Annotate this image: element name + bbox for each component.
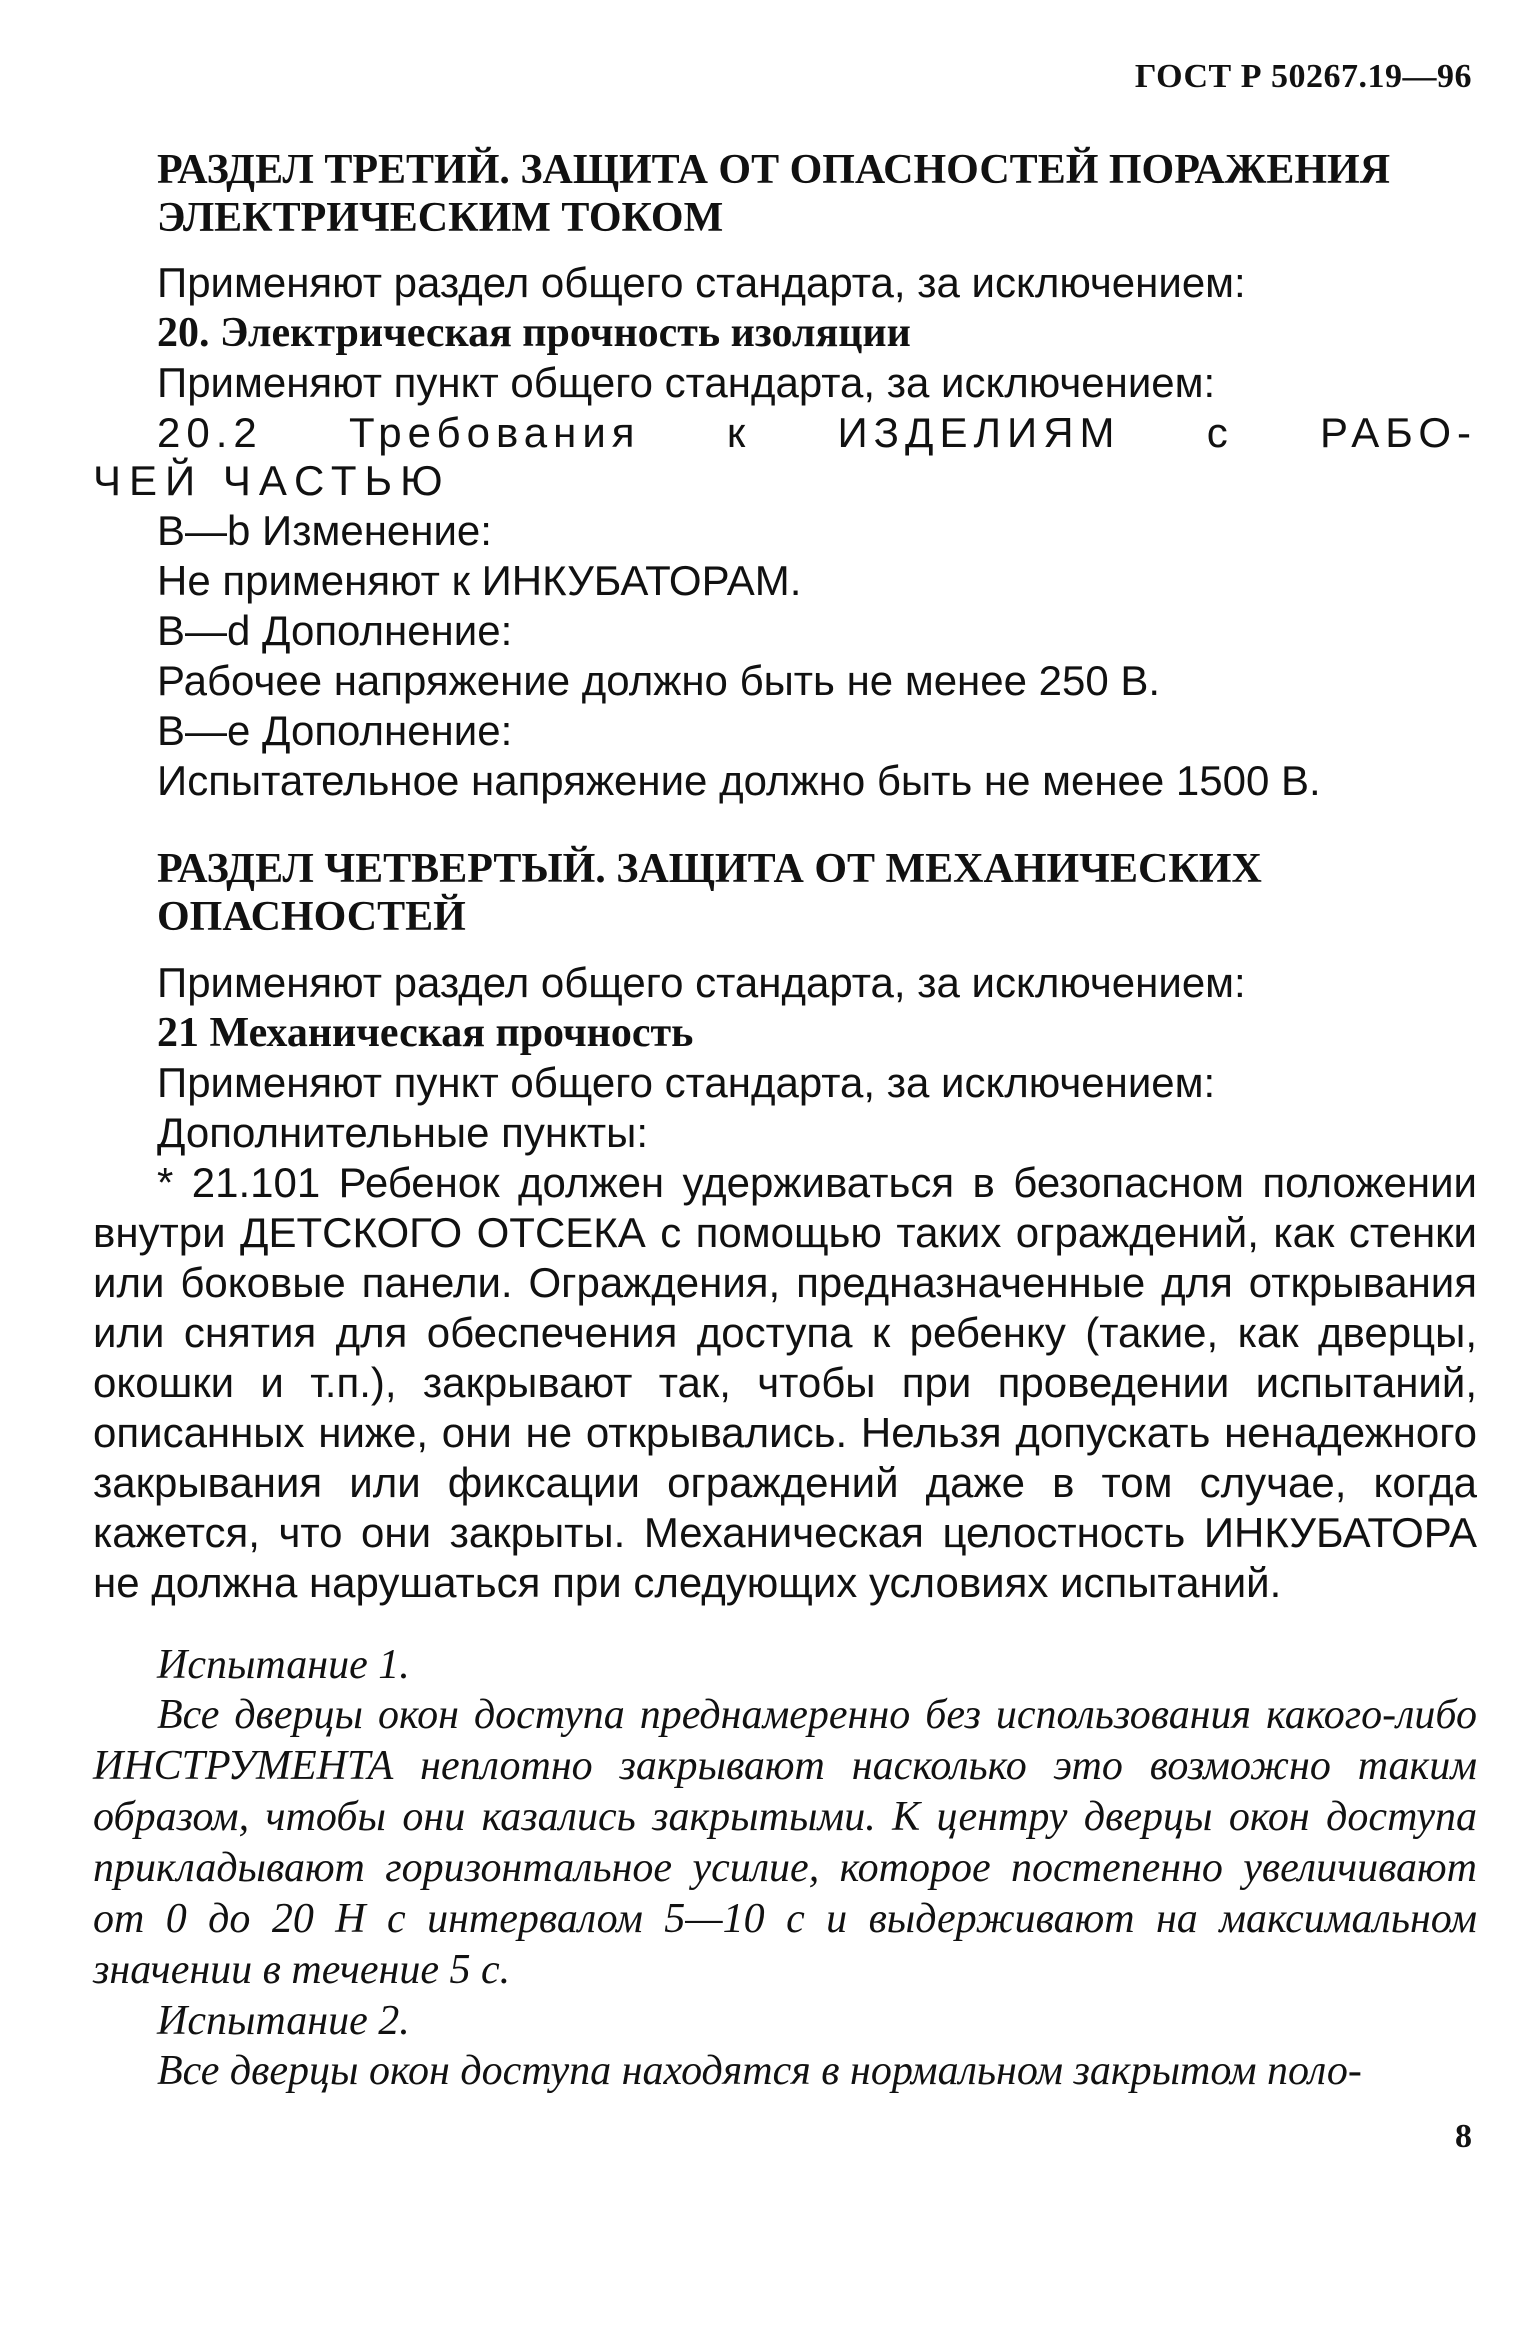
clause20-title: 20. Электрическая прочность изоляции [157, 310, 911, 356]
clause20-2-word: ИЗДЕЛИЯМ [837, 409, 1121, 456]
clause20-intro: Применяют пункт общего стандарта, за исключением: [157, 359, 1216, 406]
clause20-2-heading-cont: ЧЕЙ ЧАСТЬЮ [93, 457, 451, 504]
test1-text: Все дверцы окон доступа преднамеренно без использования какого-либо ИНСТРУМЕНТА неплотно закрывают насколько это возможно таким образом, чтобы они казались закрытыми. К центру дверцы окон доступа прикладывают горизонтальное усилие, которое постепенно увеличивают от 0 до 20 Н с интервалом 5—10 с и выдерживают на максимальном значении в течение 5 с. [93, 1692, 1477, 1993]
clause-d-label: B—d Дополнение: [157, 607, 513, 654]
section3-title [157, 146, 1457, 242]
test1-label: Испытание 1. [157, 1642, 410, 1688]
clause20-2-word: Требования [349, 409, 641, 456]
clause20-2-heading [157, 408, 1477, 458]
section4-title-line2: ОПАСНОСТЕЙ [157, 894, 466, 940]
standard-designation: ГОСТ Р 50267.19—96 [1134, 58, 1472, 95]
clause-e-text: Испытательное напряжение должно быть не менее 1500 В. [157, 757, 1321, 804]
clause21-intro: Применяют пункт общего стандарта, за исключением: [157, 1059, 1216, 1106]
clause20-2-word: РАБО- [1320, 409, 1477, 456]
section3-title-line2: ЭЛЕКТРИЧЕСКИМ ТОКОМ [157, 195, 724, 241]
section4-title-line1: РАЗДЕЛ ЧЕТВЕРТЫЙ. ЗАЩИТА ОТ МЕХАНИЧЕСКИХ [157, 846, 1262, 892]
clause21-101-text: * 21.101 Ребенок должен удерживаться в безопасном положении внутри ДЕТСКОГО ОТСЕКА с помощью таких ограждений, как стенки или боковые панели. Ограждения, предназначенные для открывания или снятия для обеспечения доступа к ребенку (такие, как дверцы, окошки и т.п.), закрывают так, чтобы при проведении испытаний, описанных ниже, они не открывались. Нельзя допускать ненадежного закрывания или фиксации ограждений даже в том случае, когда кажется, что они закрыты. Механическая целостность ИНКУБАТОРА не должна нарушаться при следующих условиях испытаний. [93, 1159, 1477, 1606]
section3-title-line1: РАЗДЕЛ ТРЕТИЙ. ЗАЩИТА ОТ ОПАСНОСТЕЙ ПОРАЖЕНИЯ [157, 147, 1391, 193]
section4-intro: Применяют раздел общего стандарта, за исключением: [157, 959, 1246, 1006]
section3-intro: Применяют раздел общего стандарта, за исключением: [157, 259, 1246, 306]
clause-e-label: B—e Дополнение: [157, 707, 513, 754]
section4-title [157, 845, 1457, 941]
additional-clauses-label: Дополнительные пункты: [157, 1109, 649, 1156]
clause-b-label: B—b Изменение: [157, 507, 492, 554]
page-number: 8 [1455, 2118, 1472, 2155]
clause21-title: 21 Механическая прочность [157, 1010, 694, 1056]
clause20-2-word: 20.2 [157, 409, 263, 456]
clause-b-text: Не применяют к ИНКУБАТОРАМ. [157, 557, 802, 604]
test2-label: Испытание 2. [157, 1998, 410, 2044]
test2-text: Все дверцы окон доступа находятся в нормальном закрытом поло- [157, 2048, 1362, 2094]
clause-d-text: Рабочее напряжение должно быть не менее 250 В. [157, 657, 1161, 704]
clause20-2-word: с [1206, 409, 1234, 456]
clause20-2-word: к [726, 409, 752, 456]
